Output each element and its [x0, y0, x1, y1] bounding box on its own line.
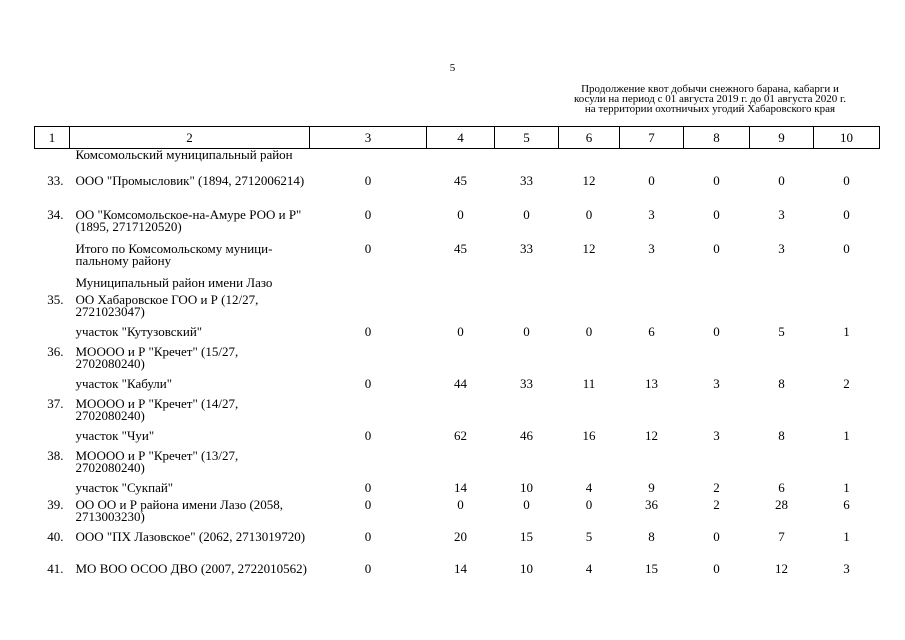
- cell-value: 4: [585, 560, 593, 576]
- cell-value: [495, 149, 559, 175]
- cell-value: 3: [778, 206, 785, 222]
- cell-value: [427, 346, 495, 378]
- row-number: 39.: [47, 496, 64, 512]
- table-body: [35, 149, 880, 593]
- row-name: МОООО и Р "Кречет" (15/27, 2702080240): [75, 343, 239, 371]
- cell-value: [814, 346, 880, 378]
- cell-value: [427, 450, 495, 482]
- cell-value: 3: [778, 240, 785, 256]
- cell-value: 14: [454, 479, 467, 495]
- cell-value: [310, 398, 427, 430]
- cell-value: 7: [778, 528, 785, 544]
- cell-value: 33: [520, 375, 533, 391]
- row-number: [35, 243, 70, 277]
- cell-value: [750, 450, 814, 482]
- cell-value: [310, 450, 427, 482]
- cell-value: 6: [778, 479, 785, 495]
- cell-value: 11: [582, 375, 596, 391]
- column-header: 10: [814, 127, 880, 149]
- cell-value: [620, 294, 684, 326]
- cell-value: 5: [585, 528, 593, 544]
- cell-value: 0: [523, 323, 530, 339]
- cell-value: [620, 149, 684, 175]
- cell-value: 0: [364, 427, 372, 443]
- cell-value: 3: [648, 240, 655, 256]
- table-header: [35, 127, 880, 149]
- row-name: Итого по Комсомольскому муници-пальному району: [75, 240, 273, 268]
- cell-value: 12: [645, 427, 658, 443]
- cell-value: 0: [843, 240, 850, 256]
- table-row: [35, 243, 880, 277]
- table-row: [35, 277, 880, 294]
- cell-value: 3: [713, 427, 720, 443]
- page-number: 5: [449, 62, 456, 74]
- cell-value: [495, 398, 559, 430]
- cell-value: 1: [843, 528, 850, 544]
- cell-value: 0: [364, 560, 372, 576]
- table-caption: [540, 84, 880, 114]
- cell-value: [750, 149, 814, 175]
- cell-value: [750, 346, 814, 378]
- row-name: участок "Чуи": [75, 427, 155, 443]
- cell-value: 0: [585, 206, 593, 222]
- cell-value: [814, 149, 880, 175]
- column-header: 9: [750, 127, 814, 149]
- row-number: [35, 378, 70, 398]
- cell-value: 46: [520, 427, 533, 443]
- cell-value: 0: [778, 172, 785, 188]
- row-number: 35.: [47, 291, 64, 307]
- cell-value: 0: [523, 206, 530, 222]
- table-row: [35, 209, 880, 243]
- cell-value: 0: [713, 323, 720, 339]
- table-row: [35, 378, 880, 398]
- row-name: ОО ОО и Р района имени Лазо (2058, 2713003230): [75, 496, 284, 524]
- cell-value: [559, 346, 620, 378]
- caption-line: Продолжение квот добычи снежного барана, кабарги и: [581, 83, 839, 95]
- table-row: [35, 499, 880, 531]
- cell-value: 15: [520, 528, 533, 544]
- row-name: МО ВОО ОСОО ДВО (2007, 2722010562): [75, 560, 307, 576]
- cell-value: 0: [843, 206, 850, 222]
- column-header: 4: [427, 127, 495, 149]
- column-header: 1: [35, 127, 70, 149]
- cell-value: 1: [843, 427, 850, 443]
- cell-value: 0: [713, 206, 720, 222]
- cell-value: [620, 277, 684, 294]
- cell-value: 10: [520, 479, 533, 495]
- cell-value: 1: [843, 323, 850, 339]
- cell-value: [750, 398, 814, 430]
- cell-value: 6: [843, 496, 850, 512]
- cell-value: 0: [364, 496, 372, 512]
- cell-value: 33: [520, 240, 533, 256]
- cell-value: 36: [645, 496, 658, 512]
- cell-value: 3: [843, 560, 850, 576]
- caption-line: косули на период с 01 августа 2019 г. до 01 августа 2020 г.: [573, 93, 846, 105]
- cell-value: [495, 277, 559, 294]
- column-header: 8: [684, 127, 750, 149]
- cell-value: 12: [582, 172, 596, 188]
- row-number: [35, 326, 70, 346]
- cell-value: [620, 398, 684, 430]
- cell-value: [310, 294, 427, 326]
- cell-value: [310, 149, 427, 175]
- cell-value: 0: [648, 172, 655, 188]
- row-number: 33.: [47, 172, 64, 188]
- cell-value: [427, 277, 495, 294]
- cell-value: 0: [457, 206, 464, 222]
- cell-value: [684, 346, 750, 378]
- cell-value: 45: [454, 240, 467, 256]
- table-row: [35, 326, 880, 346]
- cell-value: [814, 294, 880, 326]
- cell-value: 8: [778, 375, 785, 391]
- cell-value: [814, 398, 880, 430]
- cell-value: [310, 277, 427, 294]
- cell-value: 0: [713, 528, 720, 544]
- cell-value: [559, 294, 620, 326]
- cell-value: 0: [364, 528, 372, 544]
- table-row: [35, 430, 880, 450]
- cell-value: [495, 346, 559, 378]
- cell-value: 0: [585, 496, 593, 512]
- cell-value: 0: [364, 323, 372, 339]
- cell-value: 0: [713, 172, 720, 188]
- row-name: ООО "Промысловик" (1894, 2712006214): [75, 172, 305, 188]
- cell-value: 6: [648, 323, 655, 339]
- cell-value: [559, 149, 620, 175]
- cell-value: [684, 398, 750, 430]
- table-row: [35, 294, 880, 326]
- cell-value: 3: [648, 206, 655, 222]
- row-name: участок "Сукпай": [75, 479, 174, 495]
- cell-value: 3: [713, 375, 720, 391]
- cell-value: [427, 398, 495, 430]
- column-header: 6: [559, 127, 620, 149]
- row-number: [35, 277, 70, 294]
- cell-value: 1: [843, 479, 850, 495]
- cell-value: 14: [454, 560, 467, 576]
- cell-value: [495, 450, 559, 482]
- cell-value: [559, 398, 620, 430]
- cell-value: 9: [648, 479, 655, 495]
- cell-value: 0: [457, 496, 464, 512]
- cell-value: 0: [713, 240, 720, 256]
- cell-value: 0: [364, 479, 372, 495]
- row-number: 37.: [47, 395, 64, 411]
- row-number: 38.: [47, 447, 64, 463]
- row-name: МОООО и Р "Кречет" (13/27, 2702080240): [75, 447, 239, 475]
- table-row: [35, 482, 880, 499]
- row-number: [35, 149, 70, 175]
- row-number: 40.: [47, 528, 64, 544]
- cell-value: 13: [645, 375, 658, 391]
- cell-value: 0: [364, 172, 372, 188]
- quota-table: [34, 126, 880, 593]
- cell-value: [814, 277, 880, 294]
- cell-value: [684, 294, 750, 326]
- table-row: [35, 149, 880, 175]
- cell-value: [559, 277, 620, 294]
- cell-value: 45: [454, 172, 467, 188]
- row-number: 34.: [47, 206, 64, 222]
- cell-value: 0: [843, 172, 850, 188]
- row-number: 41.: [47, 560, 64, 576]
- cell-value: [310, 346, 427, 378]
- caption-line: на территории охотничьих угодий Хабаровского края: [584, 103, 836, 115]
- cell-value: 0: [523, 496, 530, 512]
- cell-value: 8: [648, 528, 655, 544]
- cell-value: [427, 294, 495, 326]
- cell-value: 0: [364, 375, 372, 391]
- cell-value: 33: [520, 172, 533, 188]
- cell-value: [620, 450, 684, 482]
- cell-value: 62: [454, 427, 467, 443]
- cell-value: [620, 346, 684, 378]
- cell-value: 0: [713, 560, 720, 576]
- row-name: Муниципальный район имени Лазо: [75, 274, 273, 290]
- cell-value: [427, 149, 495, 175]
- cell-value: 2: [713, 479, 720, 495]
- row-name: ОО "Комсомольское-на-Амуре РОО и Р" (1895, 2717120520): [75, 206, 302, 234]
- row-name: участок "Кабули": [75, 375, 173, 391]
- cell-value: 12: [775, 560, 788, 576]
- table-row: [35, 450, 880, 482]
- cell-value: 8: [778, 427, 785, 443]
- cell-value: 5: [778, 323, 785, 339]
- cell-value: 0: [585, 323, 593, 339]
- cell-value: [750, 294, 814, 326]
- row-number: 36.: [47, 343, 64, 359]
- column-header: 5: [495, 127, 559, 149]
- table-row: [35, 346, 880, 378]
- cell-value: 12: [582, 240, 596, 256]
- cell-value: 20: [454, 528, 467, 544]
- cell-value: 2: [713, 496, 720, 512]
- cell-value: 28: [775, 496, 788, 512]
- cell-value: [814, 450, 880, 482]
- cell-value: 10: [520, 560, 533, 576]
- table-row: [35, 398, 880, 430]
- cell-value: 0: [364, 206, 372, 222]
- row-number: [35, 430, 70, 450]
- row-name: участок "Кутузовский": [75, 323, 203, 339]
- cell-value: [684, 149, 750, 175]
- cell-value: 15: [645, 560, 658, 576]
- row-name: МОООО и Р "Кречет" (14/27, 2702080240): [75, 395, 239, 423]
- cell-value: [559, 450, 620, 482]
- column-header: 2: [70, 127, 310, 149]
- row-name: ООО "ПХ Лазовское" (2062, 2713019720): [75, 528, 306, 544]
- table-row: [35, 531, 880, 563]
- column-header: 7: [620, 127, 684, 149]
- cell-value: [495, 294, 559, 326]
- cell-value: 44: [454, 375, 467, 391]
- cell-value: 2: [843, 375, 850, 391]
- table-row: [35, 175, 880, 209]
- cell-value: 0: [457, 323, 464, 339]
- cell-value: 16: [582, 427, 596, 443]
- cell-value: [684, 450, 750, 482]
- column-header: 3: [310, 127, 427, 149]
- cell-value: [684, 277, 750, 294]
- cell-value: 4: [585, 479, 593, 495]
- row-name: Комсомольский муниципальный район: [75, 147, 293, 162]
- row-name: ОО Хабаровское ГОО и Р (12/27, 2721023047): [75, 291, 259, 319]
- row-number: [35, 482, 70, 499]
- cell-value: [750, 277, 814, 294]
- cell-value: 0: [364, 240, 372, 256]
- table-row: [35, 563, 880, 593]
